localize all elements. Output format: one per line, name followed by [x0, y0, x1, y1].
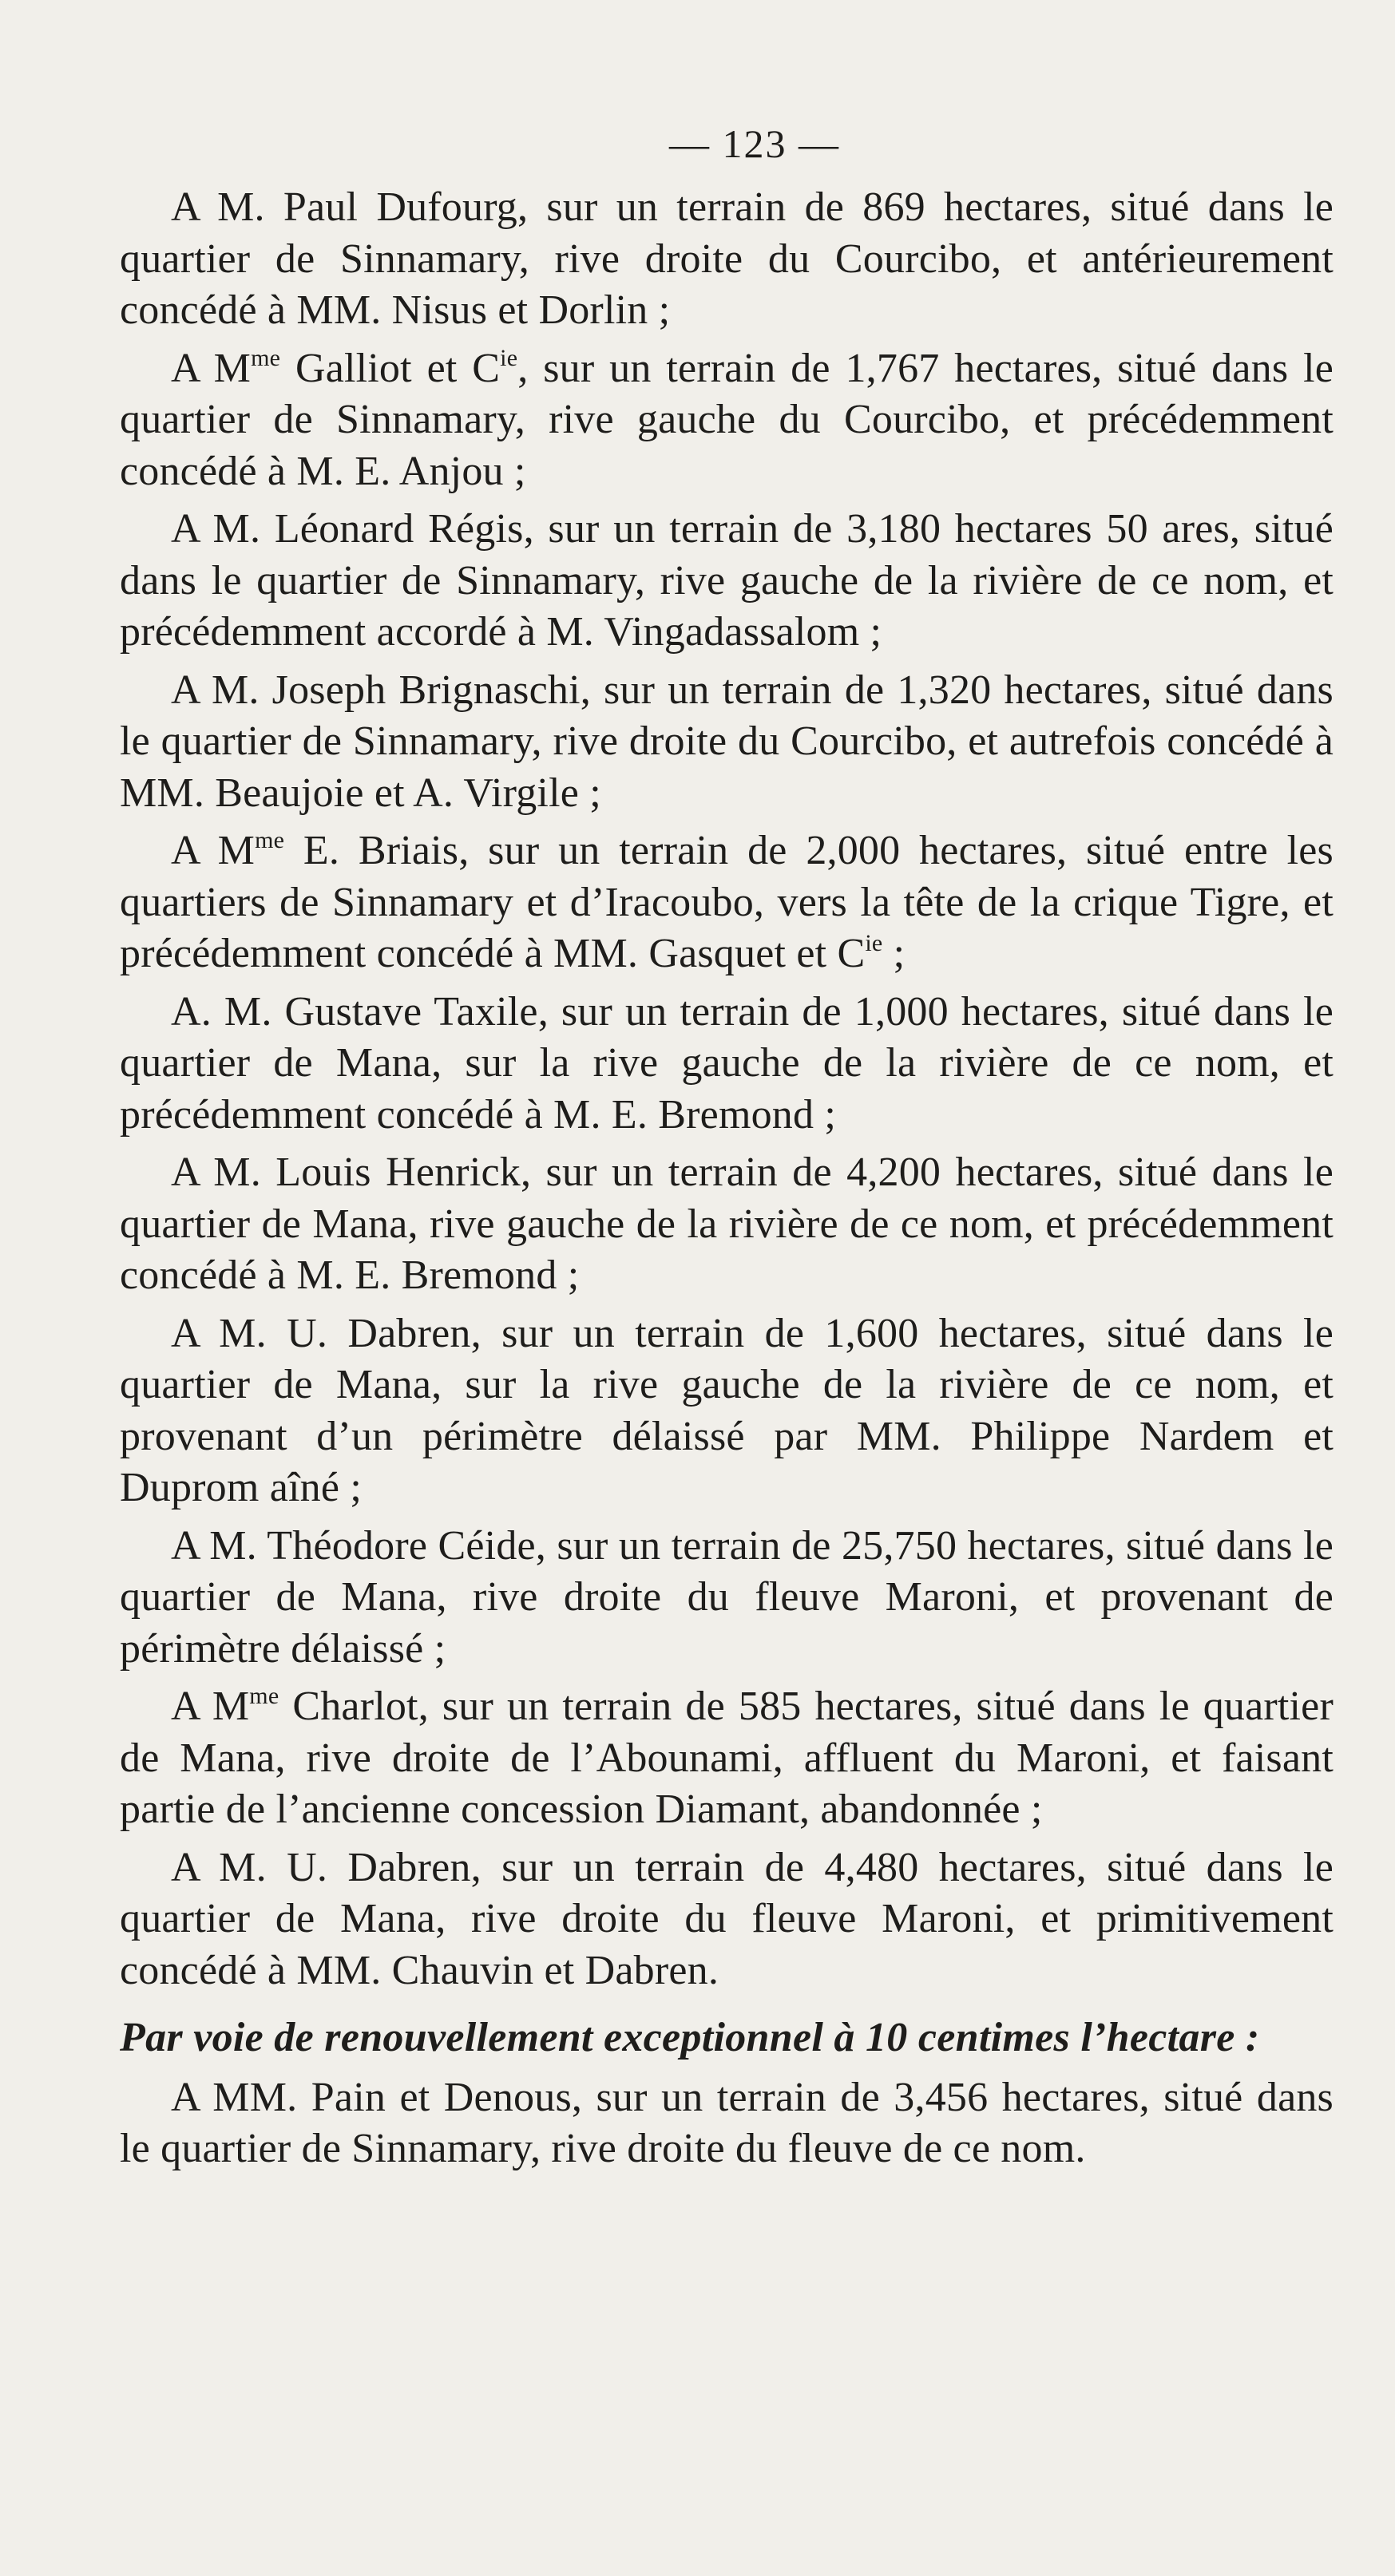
paragraph-dufourg — [120, 182, 1334, 337]
paragraph-text: Galliot et C — [280, 345, 501, 391]
paragraph-dabren-1 — [120, 1308, 1334, 1514]
paragraph-taxile — [120, 987, 1334, 1142]
paragraph-brignaschi — [120, 665, 1334, 820]
paragraph-dabren-2 — [120, 1842, 1334, 1997]
superscript: me — [249, 1683, 279, 1709]
superscript: ie — [865, 930, 883, 956]
page-number: — 123 — — [669, 121, 840, 166]
paragraph-text: Charlot, sur un terrain de 585 hectares, situé dans le quartier de Mana, rive droite de l’Abounami, affluent du Maroni, et faisant partie de l’ancienne concession Diamant, abandonnée ; — [120, 1684, 1334, 1832]
paragraph-henrick — [120, 1147, 1334, 1302]
paragraph-text: A M. Paul Dufourg, sur un terrain de 869 hectares, situé dans le quartier de Sinnamary, rive droite du Courcibo, et antérieurement concédé à MM. Nisus et Dorlin ; — [120, 184, 1334, 333]
superscript: me — [251, 344, 281, 371]
paragraph-text: A M. Joseph Brignaschi, sur un terrain de 1,320 hectares, situé dans le quartier de Sinnamary, rive droite du Courcibo, et autrefois concédé à MM. Beaujoie et A. Virgile ; — [120, 667, 1334, 816]
paragraph-text: A M. Léonard Régis, sur un terrain de 3,180 hectares 50 ares, situé dans le quartier de Sinnamary, rive gauche de la rivière de ce nom, et précédemment accordé à M. Vingadassalom ; — [120, 506, 1334, 655]
paragraph-text: E. Briais, sur un terrain de 2,000 hectares, situé entre les quartiers de Sinnamary et d’Iracoubo, vers la tête de la crique Tigre, et précédemment concédé à MM. Gasquet et C — [120, 828, 1334, 976]
superscript: ie — [500, 344, 518, 371]
paragraph-ceide — [120, 1521, 1334, 1676]
document-page — [120, 120, 1334, 2182]
superscript: me — [255, 827, 285, 853]
paragraph-text: A MM. Pain et Denous, sur un terrain de 3,456 hectares, situé dans le quartier de Sinnamary, rive droite du fleuve de ce nom. — [120, 2074, 1334, 2171]
section-heading: Par voie de renouvellement exceptionnel à 10 centimes l’hectare : — [120, 2015, 1260, 2060]
paragraph-briais — [120, 825, 1334, 980]
paragraph-text: , sur un terrain de 1,767 hectares, situé dans le quartier de Sinnamary, rive gauche du Courcibo, et précédemment concédé à M. E. Anjou ; — [120, 345, 1334, 494]
paragraph-pain-denous — [120, 2072, 1334, 2175]
paragraph-text: ; — [882, 931, 906, 976]
paragraph-text: A M. Théodore Céide, sur un terrain de 25,750 hectares, situé dans le quartier de Mana, rive droite du fleuve Maroni, et provenant de périmètre délaissé ; — [120, 1522, 1334, 1672]
paragraph-regis — [120, 504, 1334, 659]
paragraph-text: A M — [171, 1684, 250, 1729]
paragraph-text: A M — [171, 828, 256, 873]
paragraph-text: A M. U. Dabren, sur un terrain de 1,600 hectares, situé dans le quartier de Mana, sur la rive gauche de la rivière de ce nom, et provenant d’un périmètre délaissé par MM. Philippe Nardem et Duprom aîné ; — [120, 1310, 1334, 1510]
paragraph-text: A M. Louis Henrick, sur un terrain de 4,200 hectares, situé dans le quartier de Mana, rive gauche de la rivière de ce nom, et précédemment concédé à M. E. Bremond ; — [120, 1150, 1334, 1298]
paragraph-text: A. M. Gustave Taxile, sur un terrain de 1,000 hectares, situé dans le quartier de Mana, sur la rive gauche de la rivière de ce nom, et précédemment concédé à M. E. Bremond ; — [120, 988, 1334, 1138]
paragraph-text: A M — [171, 345, 252, 391]
paragraph-charlot — [120, 1681, 1334, 1836]
paragraph-text: A M. U. Dabren, sur un terrain de 4,480 hectares, situé dans le quartier de Mana, rive droite du fleuve Maroni, et primitivement concédé à MM. Chauvin et Dabren. — [120, 1844, 1334, 1993]
paragraph-galliot — [120, 343, 1334, 498]
